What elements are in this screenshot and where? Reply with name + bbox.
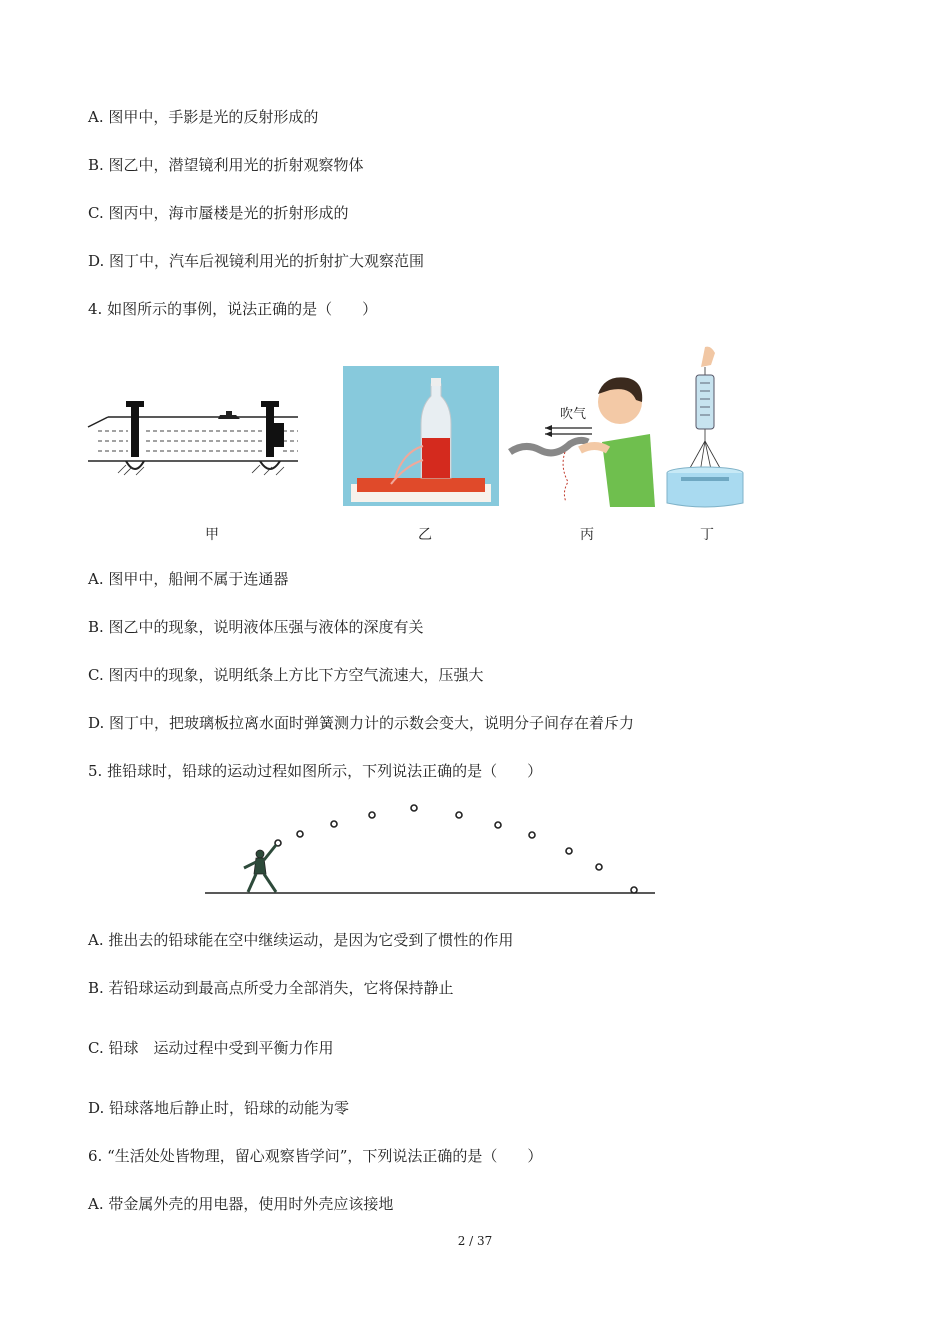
q4-option-a: A. 图甲中，船闸不属于连通器 [88,570,289,588]
figure-bottle-photo [343,366,499,506]
figure-ship-lock [88,395,298,485]
q4-option-c: C. 图丙中的现象，说明纸条上方比下方空气流速大，压强大 [88,666,484,684]
q4-option-d: D. 图丁中，把玻璃板拉离水面时弹簧测力计的示数会变大，说明分子间存在着斥力 [88,714,635,732]
q3-option-c: C. 图丙中，海市蜃楼是光的折射形成的 [88,204,349,222]
q5-option-a: A. 推出去的铅球能在空中继续运动，是因为它受到了惯性的作用 [88,931,514,949]
q3-option-b: B. 图乙中，潜望镜利用光的折射观察物体 [88,156,364,174]
figure-spring-scale [665,345,745,510]
figure-label-jia: 甲 [205,527,219,543]
q3-option-a: A. 图甲中，手影是光的反射形成的 [88,108,319,126]
q6-option-a: A. 带金属外壳的用电器，使用时外壳应该接地 [88,1195,394,1213]
figure-shot-put-trajectory [200,800,660,900]
q5-stem: 5. 推铅球时，铅球的运动过程如图所示，下列说法正确的是（ ） [88,762,543,780]
figure-label-bing: 丙 [580,527,594,543]
blow-label: 吹气 [560,407,587,422]
figure-label-ding: 丁 [700,527,714,543]
q5-option-c: C. 铅球 运动过程中受到平衡力作用 [88,1039,334,1057]
figure-boy-blowing [510,372,655,507]
q6-stem: 6. “生活处处皆物理，留心观察皆学问”，下列说法正确的是（ ） [88,1147,543,1165]
page-number: 2 / 37 [457,1234,493,1248]
q5-option-b: B. 若铅球运动到最高点所受力全部消失，它将保持静止 [88,979,454,997]
q3-option-d: D. 图丁中，汽车后视镜利用光的折射扩大观察范围 [88,252,425,270]
figure-label-yi: 乙 [418,527,432,543]
q4-option-b: B. 图乙中的现象，说明液体压强与液体的深度有关 [88,618,424,636]
q5-option-d: D. 铅球落地后静止时，铅球的动能为零 [88,1099,350,1117]
q4-stem: 4. 如图所示的事例，说法正确的是（ ） [88,300,378,318]
